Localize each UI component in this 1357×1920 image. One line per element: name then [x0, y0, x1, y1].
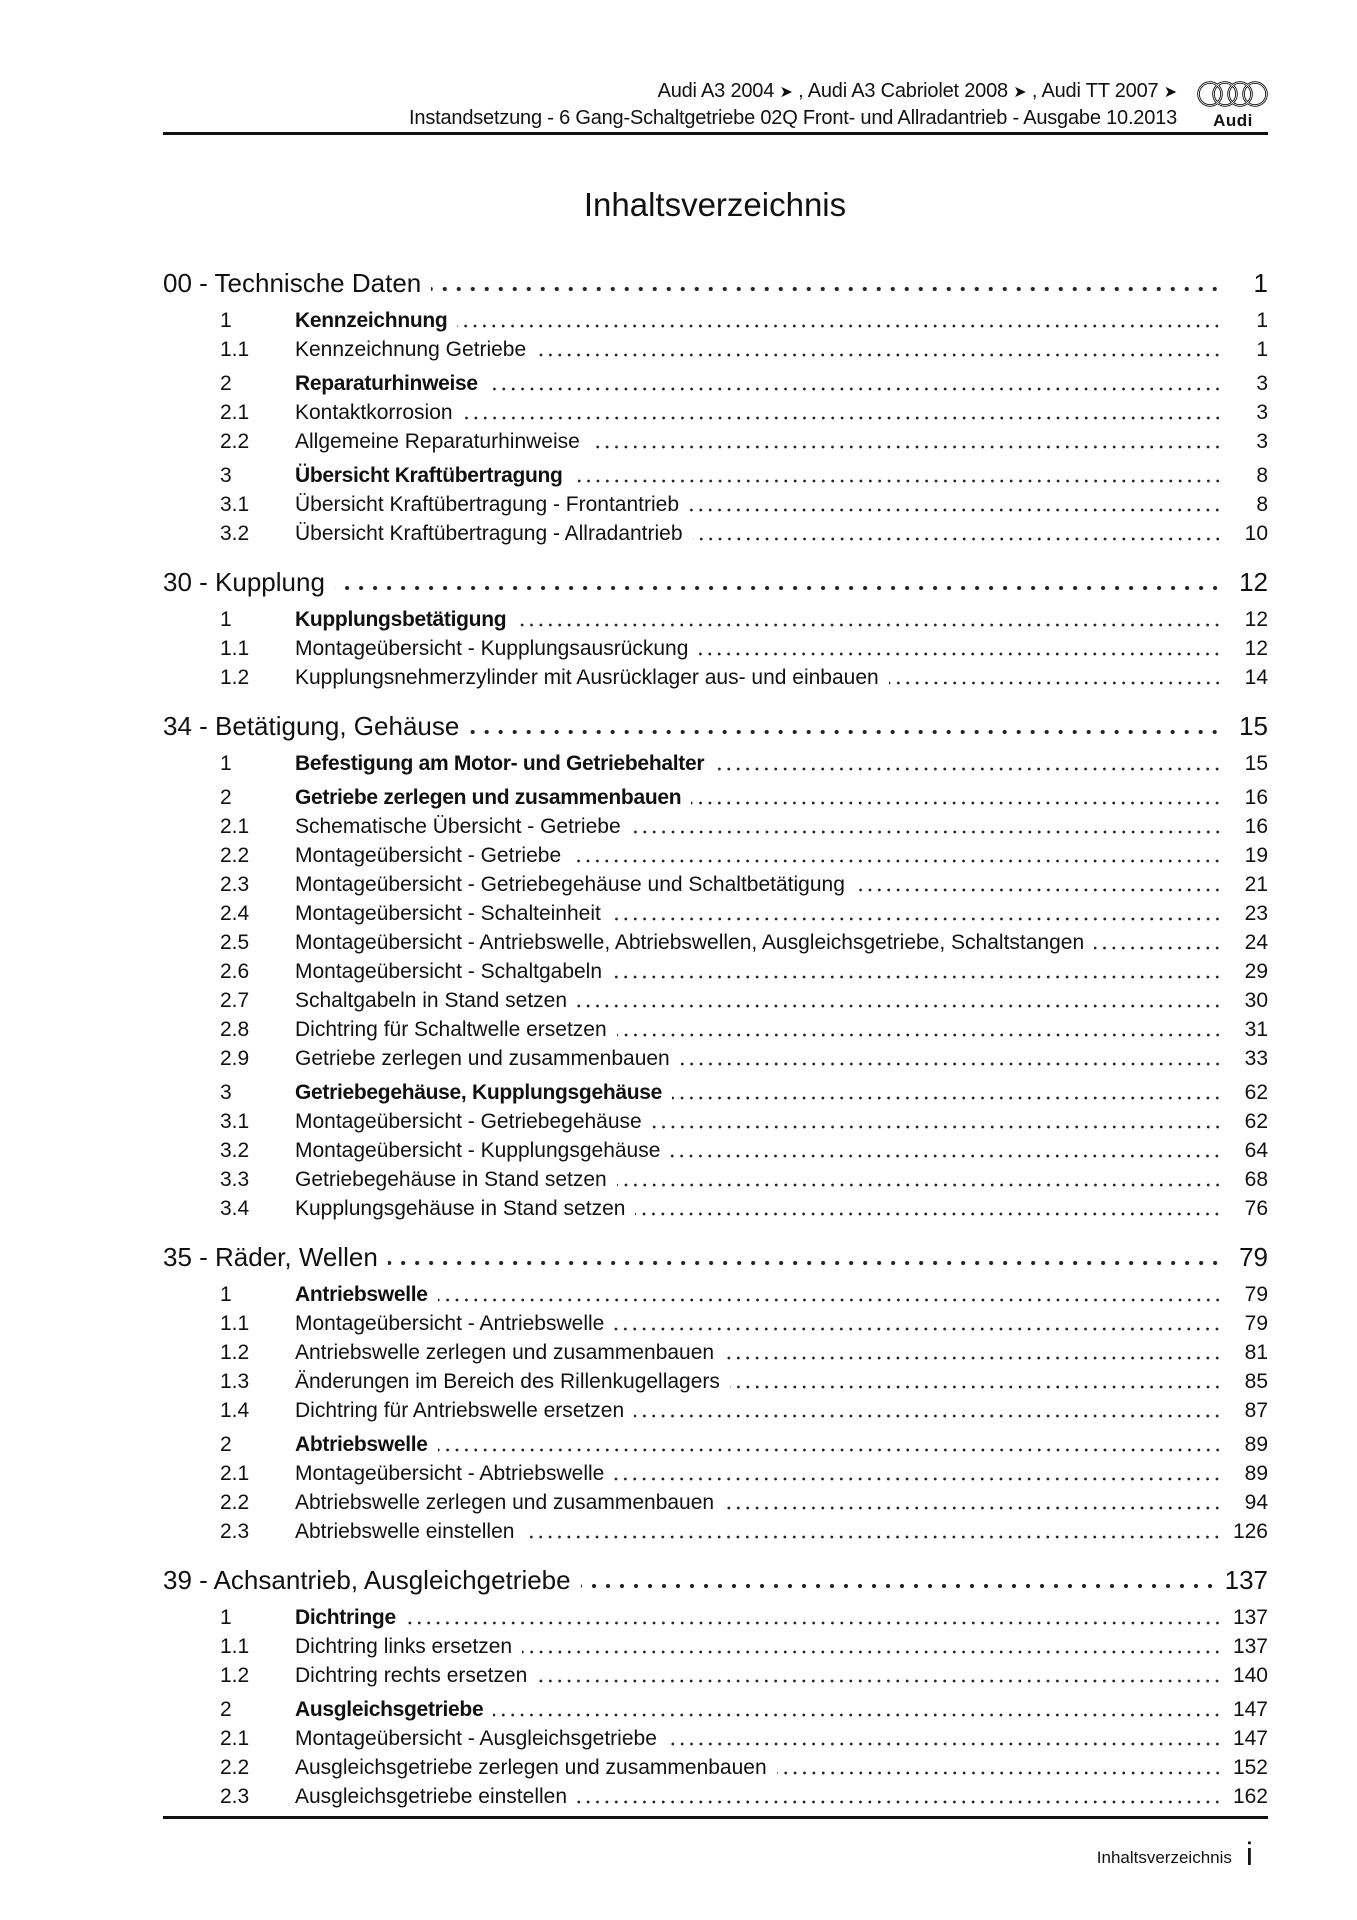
toc-entry-page[interactable]: 137 — [1232, 1605, 1268, 1629]
dot-leader — [335, 585, 1222, 591]
model-link[interactable]: , Audi A3 Cabriolet 2008 — [798, 80, 1008, 102]
toc-entry-title[interactable]: Dichtring für Schaltwelle ersetzen — [295, 1017, 607, 1041]
toc-entry[interactable] — [163, 1396, 1268, 1425]
toc-entry-title[interactable]: Getriebegehäuse in Stand setzen — [295, 1167, 607, 1191]
toc-entry[interactable] — [163, 1078, 1268, 1107]
toc-entry-page[interactable]: 62 — [1244, 1080, 1268, 1104]
dot-leader — [590, 444, 1222, 450]
toc-entry[interactable] — [163, 1632, 1268, 1661]
toc-entry-number: 2.1 — [220, 814, 250, 838]
toc-entry-title[interactable]: Getriebegehäuse, Kupplungsgehäuse — [295, 1080, 663, 1104]
toc-entry-page[interactable]: 14 — [1244, 665, 1268, 689]
footer-rule — [163, 1816, 1268, 1819]
toc-entry-title[interactable]: Montageübersicht - Antriebswelle — [295, 1311, 605, 1335]
table-of-contents — [163, 265, 1268, 1811]
toc-entry[interactable] — [163, 1044, 1268, 1073]
toc-entry-title[interactable]: Kupplungsgehäuse in Stand setzen — [295, 1196, 626, 1220]
toc-entry-page[interactable]: 21 — [1244, 872, 1268, 896]
toc-entry-title[interactable]: Kupplungsnehmerzylinder mit Ausrücklager aus- und einbauen — [295, 665, 879, 689]
toc-entry-number: 2.3 — [220, 1519, 250, 1543]
toc-entry-title[interactable]: Kontaktkorrosion — [295, 400, 453, 424]
toc-entry-page[interactable]: 89 — [1244, 1432, 1268, 1456]
toc-entry-number: 3.4 — [220, 1196, 250, 1220]
logo-text: Audi — [1213, 111, 1253, 130]
dot-leader — [689, 507, 1222, 513]
toc-entry-number: 2.6 — [220, 959, 250, 983]
dot-leader — [614, 1326, 1222, 1332]
toc-entry-page[interactable]: 85 — [1244, 1369, 1268, 1393]
dot-leader — [536, 352, 1222, 358]
toc-entry-number: 2.1 — [220, 1726, 250, 1750]
toc-entry-number: 2.3 — [220, 1784, 250, 1808]
toc-entry[interactable] — [163, 1661, 1268, 1690]
toc-chapter[interactable] — [163, 1562, 1268, 1598]
toc-entry-number: 1.1 — [220, 337, 250, 361]
toc-entry-number: 1 — [220, 1605, 232, 1629]
toc-entry[interactable] — [163, 335, 1268, 364]
dot-leader — [524, 1534, 1222, 1540]
dot-leader — [577, 1799, 1222, 1805]
toc-entry-title[interactable]: Befestigung am Motor- und Getriebehalter — [295, 751, 705, 775]
toc-entry-page[interactable]: 12 — [1239, 566, 1268, 597]
toc-entry-page[interactable]: 1 — [1253, 267, 1268, 298]
footer — [1096, 1836, 1253, 1872]
toc-entry-title[interactable]: Übersicht Kraftübertragung — [295, 463, 563, 487]
toc-entry[interactable] — [163, 1165, 1268, 1194]
toc-entry-page[interactable]: 137 — [1224, 1564, 1268, 1595]
header-subtitle: Instandsetzung - 6 Gang-Schaltgetriebe 02Q Front- und Allradantrieb - Ausgabe 10.2013 — [409, 107, 1177, 129]
toc-entry-page[interactable]: 64 — [1244, 1138, 1268, 1162]
toc-entry-title[interactable]: Abtriebswelle zerlegen und zusammenbauen — [295, 1490, 715, 1514]
toc-entry-page[interactable]: 12 — [1244, 636, 1268, 660]
toc-entry-title[interactable]: Montageübersicht - Getriebe — [295, 843, 562, 867]
audi-rings-icon — [1196, 80, 1270, 108]
page-title: Inhaltsverzeichnis — [583, 186, 847, 223]
dot-leader — [611, 916, 1222, 922]
toc-entry-page[interactable]: 89 — [1244, 1461, 1268, 1485]
toc-entry-page[interactable]: 68 — [1244, 1167, 1268, 1191]
dot-leader — [635, 1211, 1222, 1217]
toc-entry[interactable] — [163, 1459, 1268, 1488]
dot-leader — [1094, 945, 1222, 951]
toc-entry[interactable] — [163, 870, 1268, 899]
toc-entry-page[interactable]: 33 — [1244, 1046, 1268, 1070]
toc-entry-page[interactable]: 126 — [1232, 1519, 1268, 1543]
toc-entry-page[interactable]: 19 — [1244, 843, 1268, 867]
toc-entry-title[interactable]: Montageübersicht - Ausgleichsgetriebe — [295, 1726, 657, 1750]
toc-entry-number: 1 — [220, 751, 232, 775]
toc-entry-page[interactable]: 152 — [1232, 1755, 1268, 1779]
toc-entry-number: 3.2 — [220, 521, 250, 545]
toc-entry[interactable] — [163, 1367, 1268, 1396]
toc-entry-page[interactable]: 3 — [1256, 371, 1268, 395]
toc-entry-title[interactable]: Montageübersicht - Schalteinheit — [295, 901, 601, 925]
dot-leader — [714, 766, 1222, 772]
toc-entry-title[interactable]: Schaltgabeln in Stand setzen — [295, 988, 568, 1012]
toc-entry[interactable] — [163, 928, 1268, 957]
toc-entry-number: 1 — [220, 607, 232, 631]
toc-entry[interactable] — [163, 1782, 1268, 1811]
toc-entry[interactable] — [163, 749, 1268, 778]
dot-leader — [493, 1712, 1222, 1718]
toc-entry-number: 2 — [220, 371, 232, 395]
toc-entry-page[interactable]: 8 — [1256, 492, 1268, 516]
dot-leader — [670, 1153, 1222, 1159]
toc-entry-title[interactable]: Kennzeichnung — [295, 308, 448, 332]
toc-entry-title[interactable]: Dichtring rechts ersetzen — [295, 1663, 528, 1687]
toc-entry-page[interactable]: 79 — [1239, 1241, 1268, 1272]
toc-entry-number: 3.1 — [220, 492, 250, 516]
dot-leader — [469, 729, 1222, 735]
arrow-icon: ➤ — [779, 84, 793, 101]
toc-entry-number: 2.4 — [220, 901, 250, 925]
toc-entry-page[interactable]: 62 — [1244, 1109, 1268, 1133]
toc-entry[interactable] — [163, 306, 1268, 335]
toc-entry[interactable] — [163, 841, 1268, 870]
dot-leader — [889, 680, 1222, 686]
dot-leader — [667, 1741, 1222, 1747]
footer-page-number: i — [1245, 1836, 1253, 1872]
dot-leader — [693, 536, 1222, 542]
toc-entry-page[interactable]: 162 — [1232, 1784, 1268, 1808]
toc-entry-number: 2.2 — [220, 1490, 250, 1514]
toc-entry-number: 3.1 — [220, 1109, 250, 1133]
dot-leader — [724, 1355, 1222, 1361]
toc-entry-page[interactable]: 24 — [1244, 930, 1268, 954]
dot-leader — [631, 829, 1222, 835]
toc-entry[interactable] — [163, 634, 1268, 663]
toc-entry[interactable] — [163, 461, 1268, 490]
toc-entry-page[interactable]: 29 — [1244, 959, 1268, 983]
toc-entry[interactable] — [163, 1603, 1268, 1632]
toc-entry-title[interactable]: Allgemeine Reparaturhinweise — [295, 429, 580, 453]
toc-entry[interactable] — [163, 369, 1268, 398]
toc-entry-page[interactable]: 81 — [1244, 1340, 1268, 1364]
toc-entry-page[interactable]: 12 — [1244, 607, 1268, 631]
toc-entry-number: 1.2 — [220, 1663, 250, 1687]
toc-entry-page[interactable]: 16 — [1244, 814, 1268, 838]
dot-leader — [672, 1095, 1222, 1101]
toc-entry-number: 2.8 — [220, 1017, 250, 1041]
toc-entry-title[interactable]: Ausgleichsgetriebe — [295, 1697, 484, 1721]
toc-entry-number: 2 — [220, 785, 232, 809]
toc-entry-number: 1.2 — [220, 1340, 250, 1364]
model-link[interactable]: , Audi TT 2007 — [1031, 80, 1159, 102]
toc-entry-title[interactable]: Ausgleichsgetriebe einstellen — [295, 1784, 568, 1808]
dot-leader — [516, 622, 1222, 628]
toc-entry-number: 2 — [220, 1697, 232, 1721]
toc-entry[interactable] — [163, 1194, 1268, 1223]
toc-entry-title[interactable]: Abtriebswelle — [295, 1432, 428, 1456]
toc-entry-title[interactable]: Dichtringe — [295, 1605, 396, 1629]
toc-entry-page[interactable]: 147 — [1232, 1726, 1268, 1750]
toc-entry[interactable] — [163, 1753, 1268, 1782]
toc-entry[interactable] — [163, 1136, 1268, 1165]
dot-leader — [463, 415, 1222, 421]
toc-entry-page[interactable]: 3 — [1256, 400, 1268, 424]
toc-entry-title[interactable]: Montageübersicht - Getriebegehäuse und Schaltbetätigung — [295, 872, 845, 896]
dot-leader — [406, 1620, 1222, 1626]
toc-entry-number: 1 — [220, 1282, 232, 1306]
toc-entry-page[interactable]: 23 — [1244, 901, 1268, 925]
toc-entry[interactable] — [163, 398, 1268, 427]
toc-entry-number: 2.2 — [220, 843, 250, 867]
toc-entry-number: 1.1 — [220, 1311, 250, 1335]
dot-leader — [431, 286, 1222, 292]
toc-entry[interactable] — [163, 957, 1268, 986]
dot-leader — [522, 1649, 1222, 1655]
toc-entry-number: 3 — [220, 463, 232, 487]
toc-entry-page[interactable]: 79 — [1244, 1282, 1268, 1306]
toc-entry-page[interactable]: 87 — [1244, 1398, 1268, 1422]
toc-entry-number: 1.4 — [220, 1398, 250, 1422]
toc-entry-title[interactable]: Montageübersicht - Kupplungsausrückung — [295, 636, 689, 660]
toc-entry-number: 1 — [220, 308, 232, 332]
dot-leader — [691, 800, 1222, 806]
toc-entry-title[interactable]: Antriebswelle zerlegen und zusammenbauen — [295, 1340, 715, 1364]
dot-leader — [730, 1384, 1222, 1390]
toc-entry-page[interactable]: 147 — [1232, 1697, 1268, 1721]
toc-entry-number: 1.1 — [220, 636, 250, 660]
toc-entry[interactable] — [163, 986, 1268, 1015]
toc-entry[interactable] — [163, 1695, 1268, 1724]
toc-entry[interactable] — [163, 899, 1268, 928]
footer-label: Inhaltsverzeichnis — [1096, 1848, 1232, 1867]
toc-entry[interactable] — [163, 490, 1268, 519]
toc-entry[interactable] — [163, 427, 1268, 456]
toc-entry-page[interactable]: 1 — [1256, 308, 1268, 332]
toc-entry-number: 2.1 — [220, 400, 250, 424]
toc-entry[interactable] — [163, 1488, 1268, 1517]
toc-entry[interactable] — [163, 1280, 1268, 1309]
toc-entry-title[interactable]: Montageübersicht - Schaltgabeln — [295, 959, 603, 983]
toc-entry-number: 2.1 — [220, 1461, 250, 1485]
toc-entry-number: 1.2 — [220, 665, 250, 689]
toc-entry-title[interactable]: Montageübersicht - Antriebswelle, Abtriebswellen, Ausgleichsgetriebe, Schaltstangen — [295, 930, 1085, 954]
toc-entry[interactable] — [163, 605, 1268, 634]
dot-leader — [634, 1413, 1222, 1419]
dot-leader — [680, 1061, 1222, 1067]
toc-chapter[interactable] — [163, 564, 1268, 600]
toc-entry-title[interactable]: Änderungen im Bereich des Rillenkugellagers — [295, 1369, 720, 1393]
toc-entry-number: 1.1 — [220, 1634, 250, 1658]
toc-chapter[interactable] — [163, 265, 1268, 301]
toc-entry-number: 2.7 — [220, 988, 250, 1012]
toc-entry-page[interactable]: 10 — [1244, 521, 1268, 545]
toc-entry-title[interactable]: Montageübersicht - Kupplungsgehäuse — [295, 1138, 661, 1162]
toc-entry-page[interactable]: 15 — [1244, 751, 1268, 775]
toc-entry-title[interactable]: Dichtring links ersetzen — [295, 1634, 513, 1658]
dot-leader — [698, 651, 1222, 657]
dot-leader — [457, 323, 1222, 329]
toc-entry-title[interactable]: Kupplungsbetätigung — [295, 607, 507, 631]
dot-leader — [855, 887, 1222, 893]
toc-entry[interactable] — [163, 1430, 1268, 1459]
toc-entry-number: 1.3 — [220, 1369, 250, 1393]
toc-entry-number: 2.5 — [220, 930, 250, 954]
toc-entry-number: 2.2 — [220, 429, 250, 453]
toc-entry-title[interactable]: Antriebswelle — [295, 1282, 428, 1306]
toc-entry[interactable] — [163, 1015, 1268, 1044]
dot-leader — [571, 858, 1222, 864]
toc-entry-title[interactable]: Dichtring für Antriebswelle ersetzen — [295, 1398, 625, 1422]
toc-entry-number: 2 — [220, 1432, 232, 1456]
toc-entry-title[interactable]: Abtriebswelle einstellen — [295, 1519, 515, 1543]
dot-leader — [652, 1124, 1222, 1130]
toc-entry-title[interactable]: Kennzeichnung Getriebe — [295, 337, 527, 361]
toc-entry-title[interactable]: Montageübersicht - Getriebegehäuse — [295, 1109, 642, 1133]
toc-entry-page[interactable]: 94 — [1244, 1490, 1268, 1514]
toc-entry-title[interactable]: 34 - Betätigung, Gehäuse — [163, 710, 460, 741]
toc-entry[interactable] — [163, 1724, 1268, 1753]
toc-chapter[interactable] — [163, 708, 1268, 744]
toc-entry-title[interactable]: 00 - Technische Daten — [163, 267, 422, 298]
toc-entry-title[interactable]: Übersicht Kraftübertragung - Allradantrieb — [295, 521, 683, 545]
toc-entry-page[interactable]: 15 — [1239, 710, 1268, 741]
arrow-icon: ➤ — [1013, 84, 1027, 101]
toc-entry-number: 2.2 — [220, 1755, 250, 1779]
toc-entry-page[interactable]: 16 — [1244, 785, 1268, 809]
toc-entry-title[interactable]: 35 - Räder, Wellen — [163, 1241, 378, 1272]
dot-leader — [612, 974, 1222, 980]
header-rule — [163, 132, 1268, 135]
header-models — [658, 80, 1177, 103]
audi-logo — [1196, 80, 1270, 131]
dot-leader — [777, 1770, 1222, 1776]
toc-entry-page[interactable]: 3 — [1256, 429, 1268, 453]
toc-entry-number: 3.3 — [220, 1167, 250, 1191]
dot-leader — [617, 1032, 1222, 1038]
toc-entry[interactable] — [163, 1338, 1268, 1367]
toc-entry-title[interactable]: Reparaturhinweise — [295, 371, 478, 395]
toc-entry-page[interactable]: 31 — [1244, 1017, 1268, 1041]
toc-entry-title[interactable]: Montageübersicht - Abtriebswelle — [295, 1461, 605, 1485]
dot-leader — [614, 1476, 1222, 1482]
dot-leader — [488, 386, 1222, 392]
toc-entry[interactable] — [163, 519, 1268, 548]
toc-entry-title[interactable]: Getriebe zerlegen und zusammenbauen — [295, 785, 682, 809]
toc-entry-title[interactable]: Ausgleichsgetriebe zerlegen und zusammenbauen — [295, 1755, 767, 1779]
toc-entry-title[interactable]: 30 - Kupplung — [163, 566, 325, 597]
toc-entry-title[interactable]: 39 - Achsantrieb, Ausgleichgetriebe — [163, 1564, 571, 1595]
toc-entry-title[interactable]: Getriebe zerlegen und zusammenbauen — [295, 1046, 670, 1070]
toc-entry-number: 3 — [220, 1080, 232, 1104]
toc-entry-page[interactable]: 76 — [1244, 1196, 1268, 1220]
dot-leader — [537, 1678, 1222, 1684]
toc-entry[interactable] — [163, 812, 1268, 841]
toc-entry-page[interactable]: 8 — [1256, 463, 1268, 487]
toc-entry-page[interactable]: 137 — [1232, 1634, 1268, 1658]
dot-leader — [724, 1505, 1222, 1511]
model-link[interactable]: Audi A3 2004 — [657, 80, 775, 102]
toc-chapter[interactable] — [163, 1239, 1268, 1275]
toc-entry[interactable] — [163, 1107, 1268, 1136]
dot-leader — [573, 478, 1222, 484]
dot-leader — [617, 1182, 1222, 1188]
toc-entry-page[interactable]: 1 — [1256, 337, 1268, 361]
arrow-icon: ➤ — [1163, 84, 1177, 101]
toc-entry[interactable] — [163, 1517, 1268, 1546]
dot-leader — [438, 1447, 1222, 1453]
dot-leader — [388, 1260, 1222, 1266]
toc-entry[interactable] — [163, 783, 1268, 812]
toc-entry-title[interactable]: Schematische Übersicht - Getriebe — [295, 814, 621, 838]
dot-leader — [577, 1003, 1222, 1009]
toc-entry-page[interactable]: 79 — [1244, 1311, 1268, 1335]
toc-entry[interactable] — [163, 663, 1268, 692]
toc-entry[interactable] — [163, 1309, 1268, 1338]
toc-entry-number: 3.2 — [220, 1138, 250, 1162]
toc-entry-page[interactable]: 140 — [1232, 1663, 1268, 1687]
toc-entry-title[interactable]: Übersicht Kraftübertragung - Frontantrieb — [295, 492, 680, 516]
toc-entry-number: 2.9 — [220, 1046, 250, 1070]
toc-entry-number: 2.3 — [220, 872, 250, 896]
dot-leader — [581, 1583, 1217, 1589]
dot-leader — [438, 1297, 1222, 1303]
toc-entry-page[interactable]: 30 — [1244, 988, 1268, 1012]
